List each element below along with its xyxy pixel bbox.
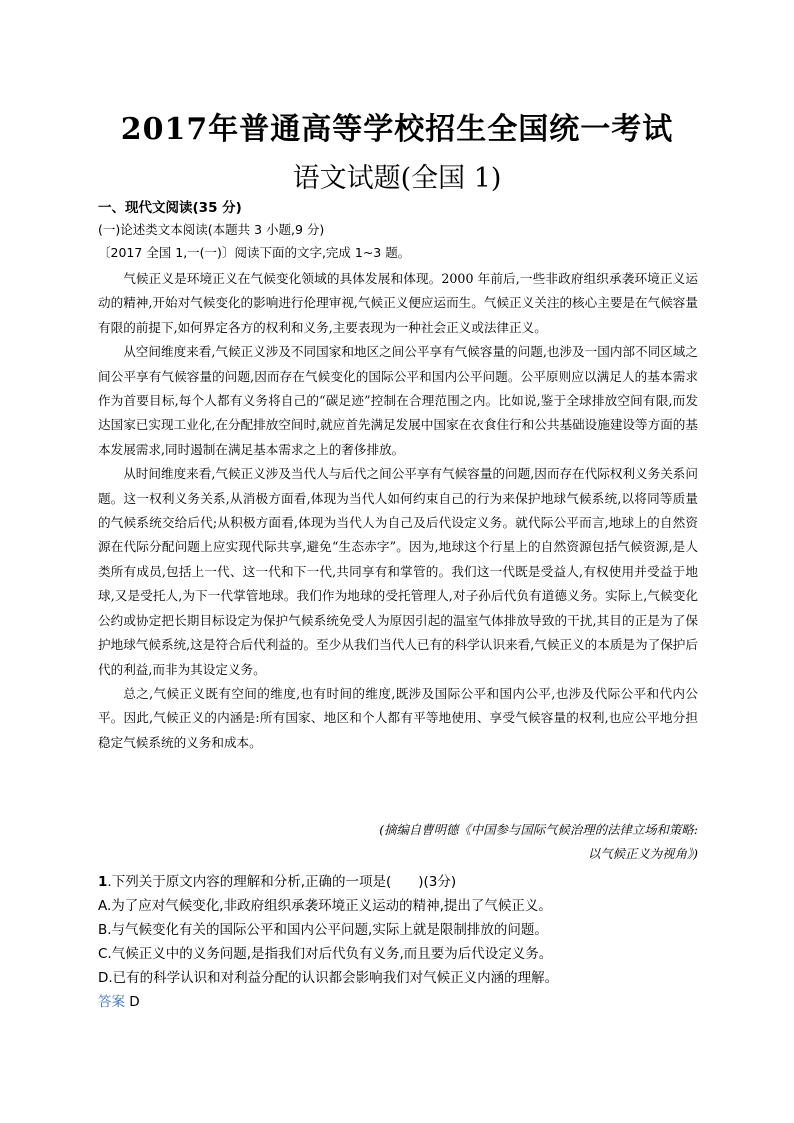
reading-passage	[98, 267, 698, 755]
passage-paragraph: 从空间维度来看,气候正义涉及不同国家和地区之间公平享有气候容量的问题,也涉及一国内部不同区域之间公平享有气候容量的问题,因而存在气候变化的国际公平和国内公平问题。公平原则应以满足人的基本需求作为首要目标,每个人都有义务将自己的“碳足迹”控制在合理范围之内。比如说,鉴于全球排放空间有限,而发达国家已实现工业化,在分配排放空间时,就应首先满足发展中国家在衣食住行和公共基础设施建设等方面的基本发展需求,同时遏制在满足基本需求之上的奢侈排放。	[98, 344, 698, 457]
answer-label: 答案	[98, 994, 125, 1010]
subsection-heading: (一)论述类文本阅读(本题共 3 小题,9 分)	[98, 222, 325, 237]
passage-paragraph: 从时间维度来看,气候正义涉及当代人与后代之间公平享有气候容量的问题,因而存在代际权利义务关系问题。这一权利义务关系,从消极方面看,体现为当代人如何约束自己的行为来保护地球气候系统,以将同等质量的气候系统交给后代;从积极方面看,体现为当代人为自己及后代设定义务。就代际公平而言,地球上的自然资源在代际分配问题上应实现代际共享,避免“生态赤字”。因为,地球这个行星上的自然资源包括气候资源,是人类所有成员,包括上一代、这一代和下一代,共同享有和掌管的。我们这一代既是受益人,有权使用并受益于地球,又是受托人,为下一代掌管地球。我们作为地球的受托管理人,对子孙后代负有道德义务。实际上,气候变化公约或协定把长期目标设定为保护气候系统免受人为原因引起的温室气体排放导致的干扰,其目的正是为了保护地球气候系统,这是符合后代利益的。至少从我们当代人已有的科学认识来看,气候正义的本质是为了保护后代的利益,而非为其设定义务。	[98, 466, 698, 677]
question-number: 1	[98, 874, 108, 890]
source-line-2: 以气候正义为视角》)	[587, 846, 698, 861]
passage-paragraph: 总之,气候正义既有空间的维度,也有时间的维度,既涉及国际公平和国内公平,也涉及代际公平和代内公平。因此,气候正义的内涵是:所有国家、地区和个人都有平等地使用、享受气候容量的权利,也应公平地分担稳定气候系统的义务和成本。	[98, 685, 698, 750]
answer-value: D	[129, 994, 140, 1010]
passage-paragraph: 气候正义是环境正义在气候变化领域的具体发展和体现。2000 年前后,一些非政府组织承袭环境正义运动的精神,开始对气候变化的影响进行伦理审视,气候正义便应运而生。气候正义关注的核心主要是在气候容量有限的前提下,如何界定各方的权利和义务,主要表现为一种社会正义或法律正义。	[98, 271, 698, 335]
option-a: A.为了应对气候变化,非政府组织承袭环境正义运动的精神,提出了气候正义。	[98, 898, 552, 914]
source-line-1: (摘编自曹明德《中国参与国际气候治理的法律立场和策略:	[379, 822, 698, 837]
option-c: C.气候正义中的义务问题,是指我们对后代负有义务,而且要为后代设定义务。	[98, 946, 553, 962]
question-stem	[98, 870, 698, 890]
option-b: B.与气候变化有关的国际公平和国内公平问题,实际上就是限制排放的问题。	[98, 922, 548, 938]
exam-title: 2017年普通高等学校招生全国统一考试	[120, 112, 674, 147]
section-heading: 一、现代文阅读(35 分)	[98, 200, 242, 216]
passage-source	[98, 818, 698, 866]
option-d: D.已有的科学认识和对利益分配的认识都会影响我们对气候正义内涵的理解。	[98, 970, 559, 986]
exam-subtitle: 语文试题(全国 1)	[292, 163, 502, 194]
question-text: .下列关于原文内容的理解和分析,正确的一项是( )(3分)	[107, 874, 457, 890]
reading-instruction: 〔2017 全国 1,一(一)〕阅读下面的文字,完成 1~3 题。	[98, 245, 411, 260]
answer-line	[98, 990, 698, 1010]
